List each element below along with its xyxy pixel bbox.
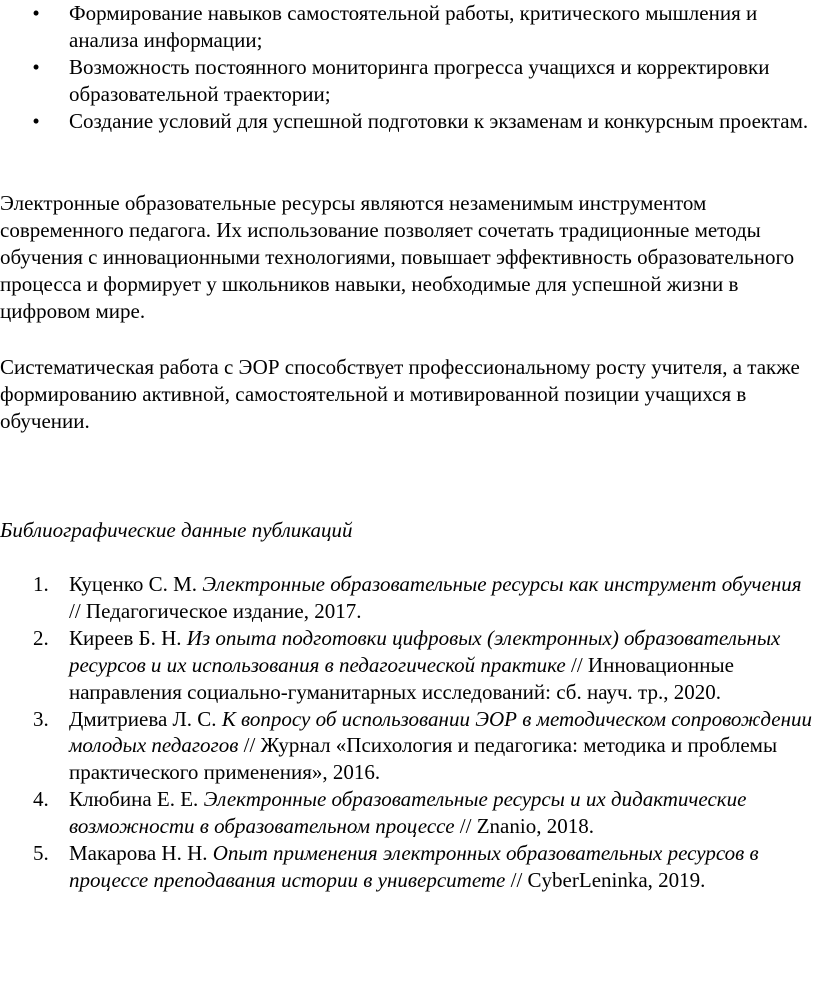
reference-item <box>0 625 816 706</box>
list-item-text: Создание условий для успешной подготовки к экзаменам и конкурсным проектам. <box>69 108 809 133</box>
reference-title: К вопросу об использовании ЭОР в методическом сопровождении молодых педагогов <box>69 706 813 758</box>
conclusion-paragraph: Электронные образовательные ресурсы являются незаменимым инструментом современного педагога. Их использование позволяет сочетать традиционные методы обучения с инновационными технологиями, повышает эффективность образовательного процесса и формирует у школьников навыки, необходимые для успешной жизни в цифровом мире. <box>0 191 795 323</box>
reference-title: Из опыта подготовки цифровых (электронных) образовательных ресурсов и их использования в педагогической практике <box>69 625 781 677</box>
reference-number: 4. <box>33 787 49 812</box>
reference-item <box>0 786 816 840</box>
reference-author: Клюбина Е. Е. <box>69 787 204 812</box>
reference-author: Дмитриева Л. С. <box>69 706 222 731</box>
bullet-icon: • <box>32 108 40 133</box>
reference-item <box>0 706 816 787</box>
reference-author: Киреев Б. Н. <box>69 625 187 650</box>
reference-source: // Znanio, 2018. <box>454 814 594 839</box>
summary-paragraph: Систематическая работа с ЭОР способствует профессиональному росту учителя, а также формированию активной, самостоятельной и мотивированной позиции учащихся в обучении. <box>0 355 800 433</box>
bibliography-heading: Библиографические данные публикаций <box>0 518 353 542</box>
list-item <box>0 54 816 108</box>
reference-number: 3. <box>33 706 49 731</box>
reference-title: Опыт применения электронных образовательных ресурсов в процессе преподавания истории в университете <box>69 841 759 892</box>
reference-item <box>0 840 816 894</box>
reference-number: 2. <box>33 625 49 650</box>
list-item <box>0 0 816 54</box>
reference-number: 1. <box>33 572 49 596</box>
reference-author: Куценко С. М. <box>69 572 203 596</box>
benefits-list <box>0 0 816 135</box>
bullet-icon: • <box>32 1 40 25</box>
reference-source: // CyberLeninka, 2019. <box>505 867 706 892</box>
list-item-text: Формирование навыков самостоятельной работы, критического мышления и анализа информации; <box>69 1 758 52</box>
bullet-icon: • <box>32 54 40 79</box>
reference-author: Макарова Н. Н. <box>69 841 213 866</box>
reference-title: Электронные образовательные ресурсы как инструмент обучения <box>202 572 802 596</box>
reference-item <box>0 571 816 625</box>
list-item-text: Возможность постоянного мониторинга прогресса учащихся и корректировки образовательной траектории; <box>69 54 770 106</box>
reference-source: // Журнал «Психология и педагогика: методика и проблемы практического применения», 2016. <box>69 733 778 785</box>
reference-number: 5. <box>33 841 49 866</box>
reference-source: // Педагогическое издание, 2017. <box>69 598 362 623</box>
list-item <box>0 108 816 135</box>
reference-title: Электронные образовательные ресурсы и их дидактические возможности в образовательном процессе <box>69 787 747 839</box>
bibliography-list <box>0 571 816 894</box>
reference-source: // Инновационные направления социально-гуманитарных исследований: сб. науч. тр., 2020. <box>69 652 734 704</box>
